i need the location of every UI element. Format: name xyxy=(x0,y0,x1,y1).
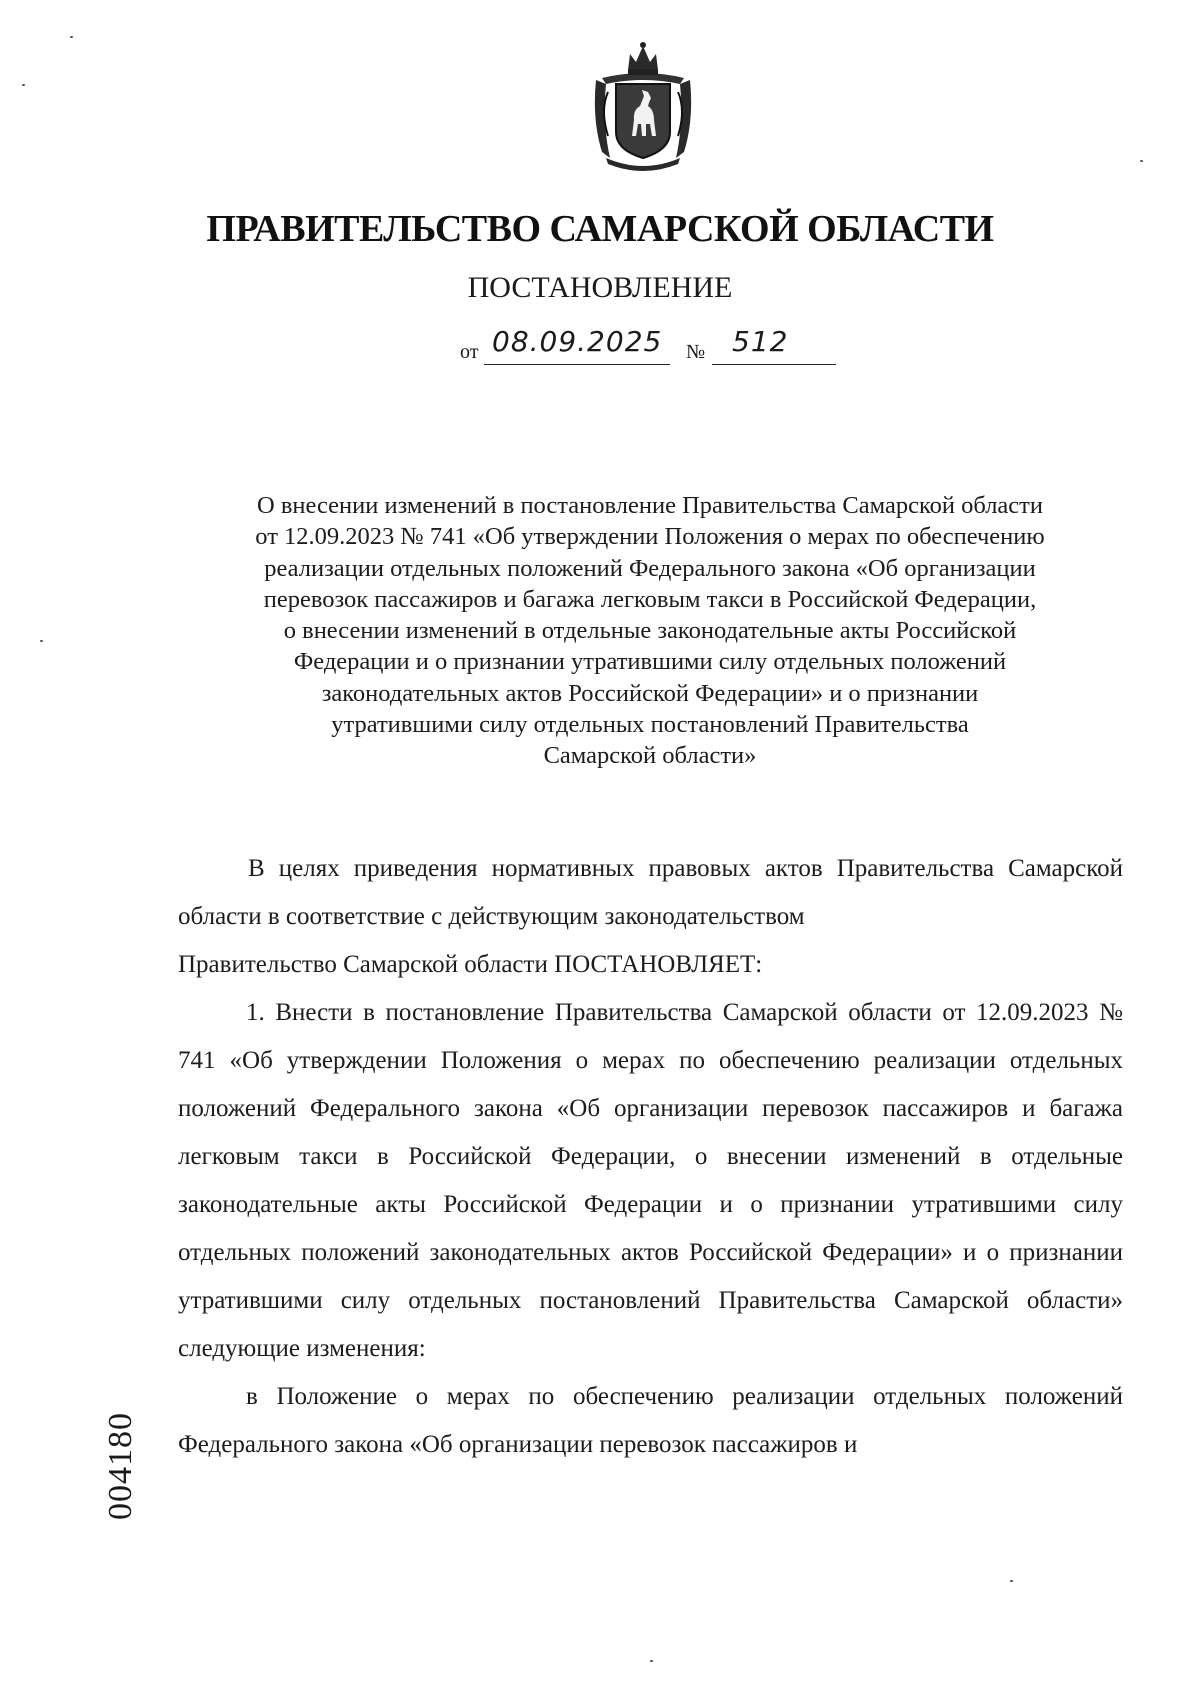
subject-line: законодательных актов Российской Федерации» и о признании xyxy=(321,679,979,707)
scan-speck xyxy=(70,36,73,38)
coat-of-arms-emblem xyxy=(588,40,698,172)
scan-speck xyxy=(650,1660,653,1662)
item-1-paragraph: 1. Внести в постановление Правительства Самарской области от 12.09.2023 № 741 «Об утверждении Положения о мерах по обеспечению реализации отдельных положений Федерального закона «Об организации перевозок пассажиров и багажа легковым такси в Российской Федерации, о внесении изменений в отдельные законодательные акты Российской Федерации и о признании утратившими силу отдельных положений законодательных актов Российской Федерации» и о признании утратившими силу отдельных постановлений Правительства Самарской области» следующие изменения: xyxy=(178,999,1123,1362)
subject-line: О внесении изменений в постановление Правительства Самарской области xyxy=(257,492,1043,519)
date-handwritten: 08.09.2025 xyxy=(492,325,663,358)
subject-line: Самарской области» xyxy=(543,742,757,770)
document-type: ПОСТАНОВЛЕНИЕ xyxy=(467,271,733,304)
subject-line: реализации отдельных положений Федерального закона «Об организации xyxy=(264,554,1036,582)
number-handwritten: 512 xyxy=(732,325,789,358)
subject-line: о внесении изменений в отдельные законодательные акты Российской xyxy=(283,617,1017,645)
scan-speck xyxy=(1140,160,1143,162)
preamble-resolution: Правительство Самарской области ПОСТАНОВЛЯЕТ: xyxy=(178,951,763,978)
number-underline xyxy=(712,364,836,365)
preamble-paragraph: В целях приведения нормативных правовых актов Правительства Самарской области в соответствие с действующим законодательством xyxy=(178,855,1123,930)
subject-line: от 12.09.2023 № 741 «Об утверждении Положения о мерах по обеспечению xyxy=(255,523,1045,551)
number-prefix: № xyxy=(686,341,706,363)
side-serial-number: 004180 xyxy=(102,1412,139,1520)
subject-line: перевозок пассажиров и багажа легковым такси в Российской Федерации, xyxy=(263,585,1037,613)
organization-title: ПРАВИТЕЛЬСТВО САМАРСКОЙ ОБЛАСТИ xyxy=(206,208,994,250)
scan-speck xyxy=(40,640,43,642)
date-number-line xyxy=(460,325,860,365)
date-prefix: от xyxy=(460,341,479,363)
item-1-subparagraph: в Положение о мерах по обеспечению реализации отдельных положений Федерального закона «Об организации перевозок пассажиров и xyxy=(178,1383,1123,1458)
scan-speck xyxy=(1010,1580,1013,1582)
date-underline xyxy=(484,364,670,365)
document-subject xyxy=(170,490,1130,772)
document-body xyxy=(178,845,1123,1469)
subject-line: Федерации и о признании утратившими силу отдельных положений xyxy=(293,648,1007,676)
scan-speck xyxy=(22,84,25,86)
subject-line: утратившими силу отдельных постановлений Правительства xyxy=(331,711,969,739)
